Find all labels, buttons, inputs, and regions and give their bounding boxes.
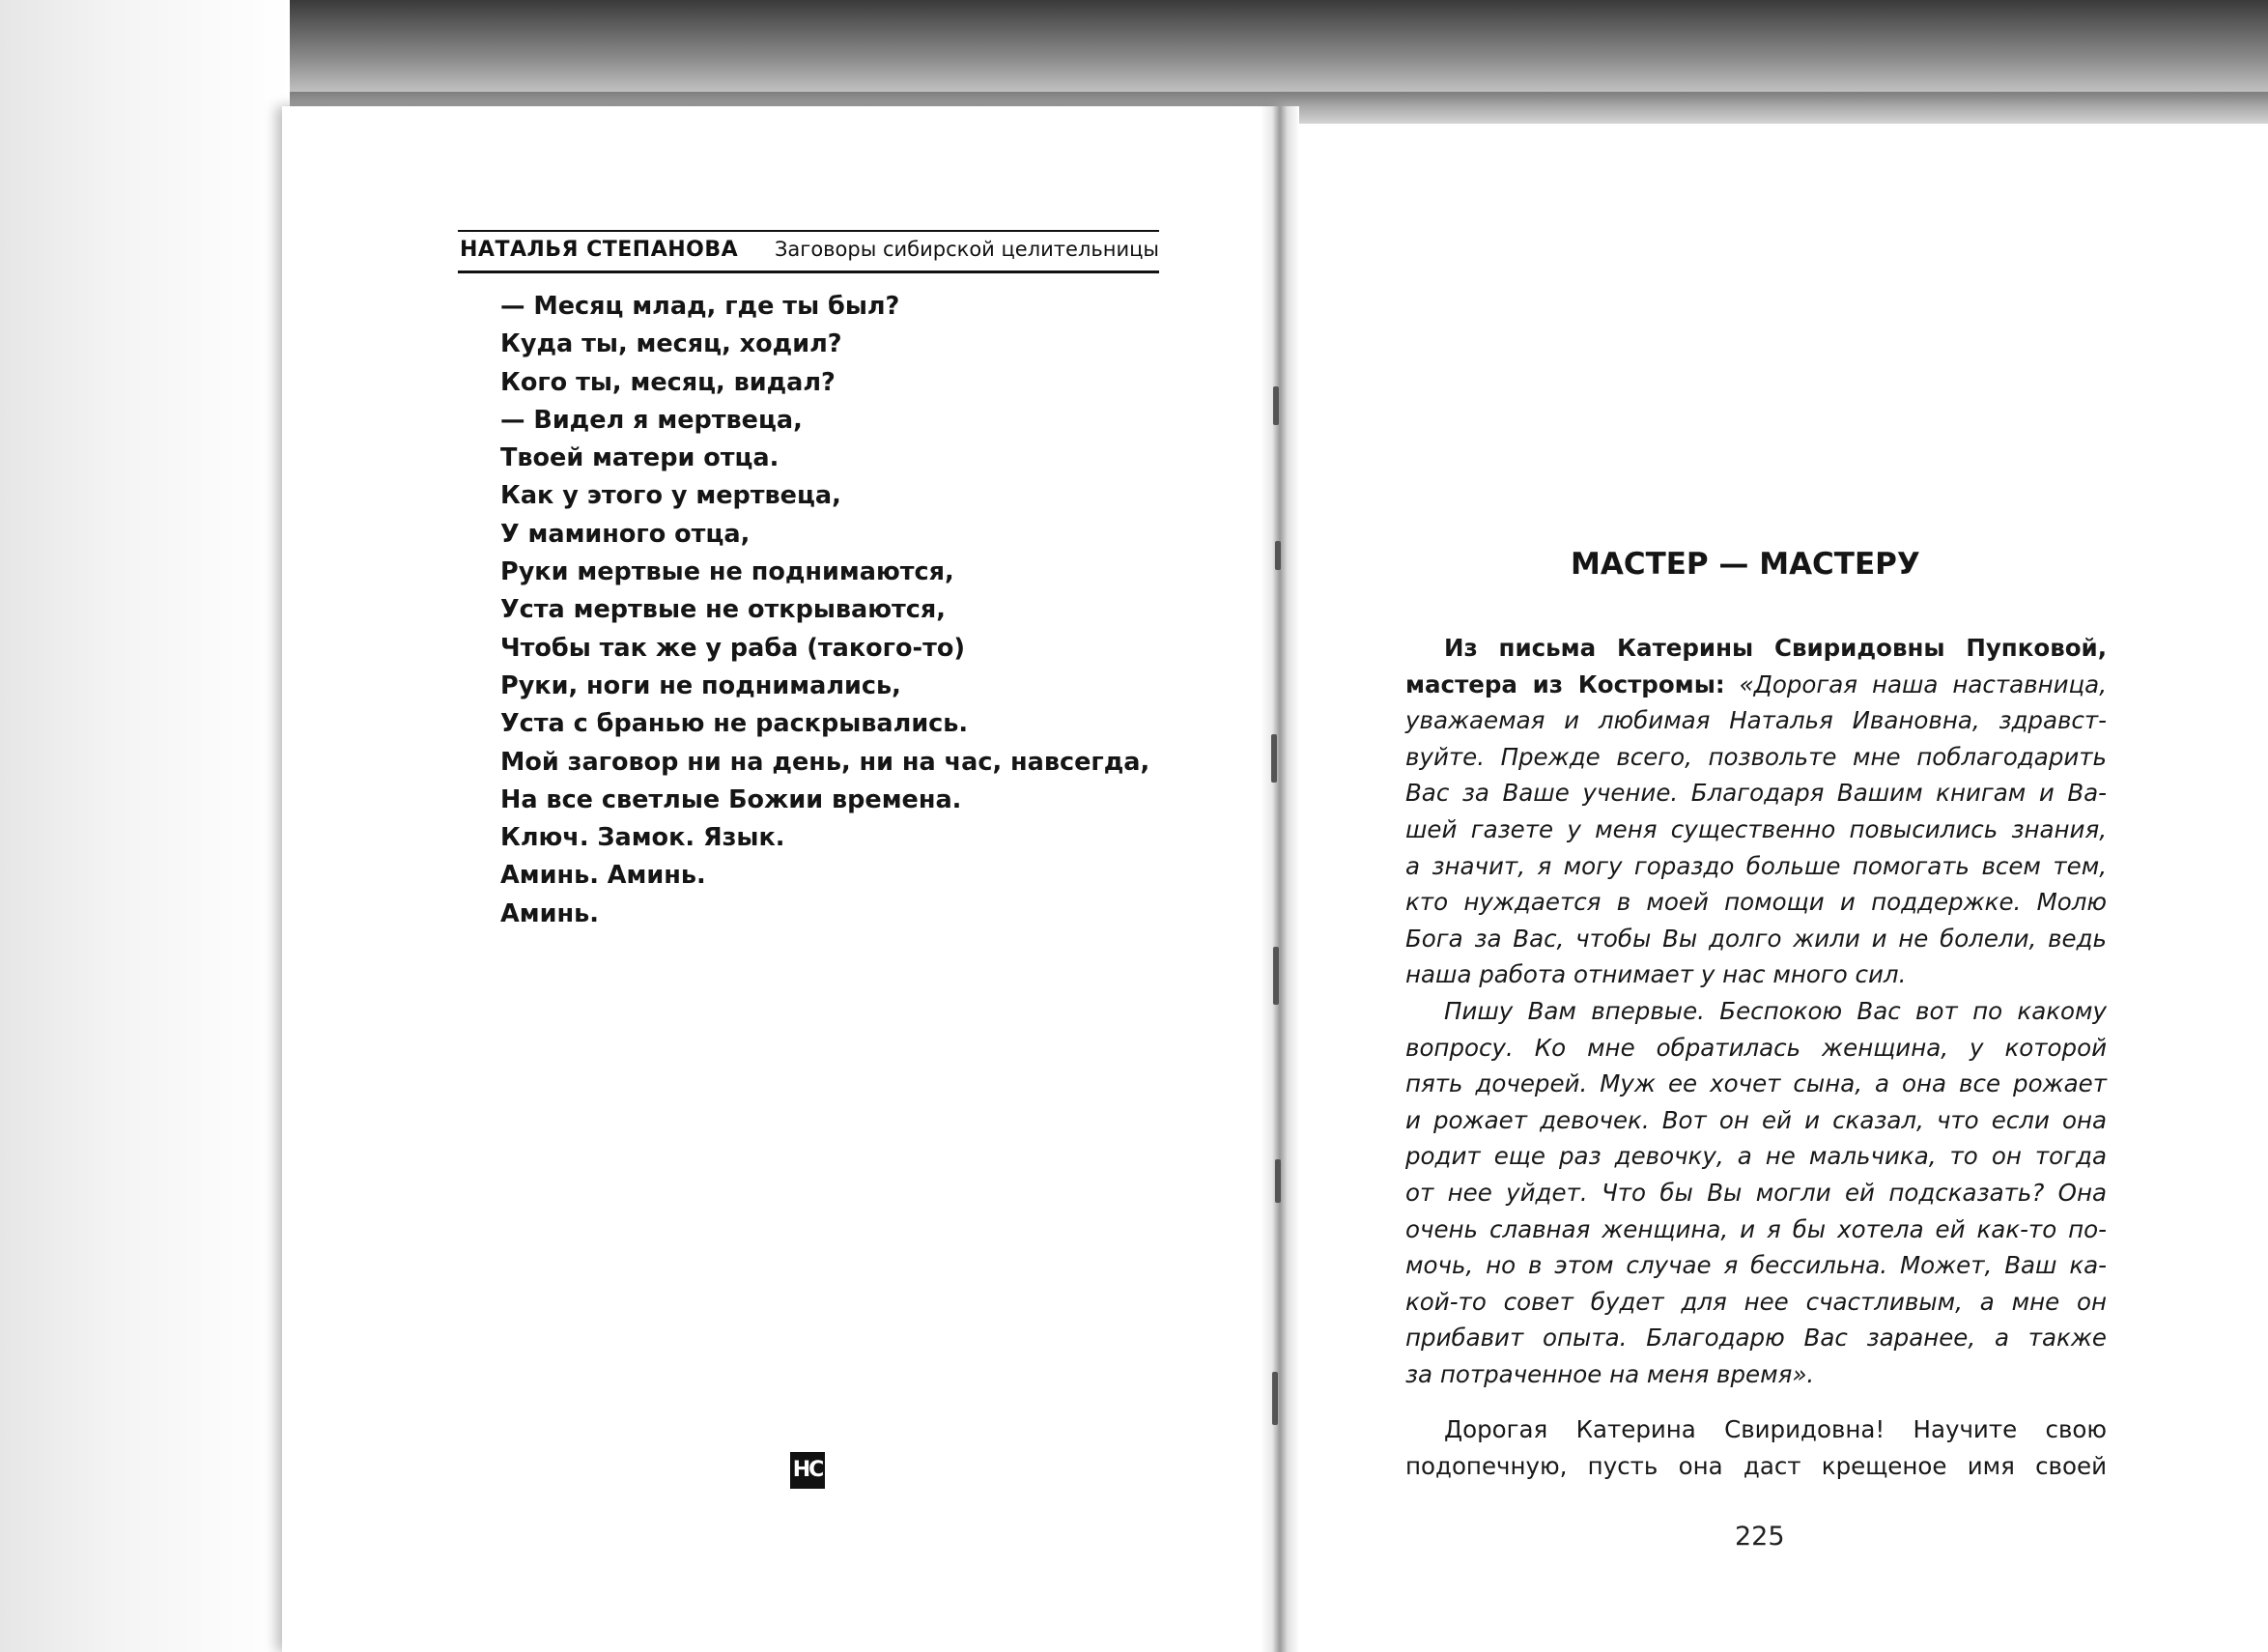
letter-line: и рожает девочек. Вот он ей и сказал, что если она: [1405, 1105, 2107, 1134]
letter-line: мочь, но в этом случае я бессильна. Может, Ваш ка-: [1405, 1251, 2107, 1280]
book-gutter: [1261, 106, 1299, 1652]
poem-line: На все светлые Божии времена.: [500, 784, 962, 814]
poem-line: Как у этого у мертвеца,: [500, 481, 841, 511]
poem-line: У маминого отца,: [500, 519, 751, 549]
letter-intro-source: мастера из Костромы:: [1405, 669, 1725, 698]
reply-line: подопечную, пусть она даст крещеное имя своей: [1405, 1452, 2107, 1481]
publisher-logo: НС: [790, 1452, 825, 1489]
letter-line: за потраченное на меня время».: [1405, 1359, 1815, 1388]
letter-intro-line-2: [1405, 667, 2107, 703]
poem-line: Аминь. Аминь.: [500, 861, 706, 891]
letter-line: вопросу. Ко мне обратилась женщина, у которой: [1405, 1033, 2107, 1062]
letter-line: наша работа отнимает у нас много сил.: [1405, 960, 1907, 989]
reply-line: Дорогая Катерина Свиридовна! Научите свою: [1444, 1415, 2107, 1444]
poem-line: — Видел я мертвеца,: [500, 405, 803, 435]
torn-edge-mark: [1272, 1372, 1278, 1425]
torn-edge-mark: [1275, 541, 1281, 570]
section-title: МАСТЕР — МАСТЕРУ: [1571, 547, 1920, 582]
letter-line: очень славная женщина, и я бы хотела ей как-то по-: [1405, 1214, 2107, 1243]
letter-line: «Дорогая наша наставница,: [1739, 669, 2107, 698]
letter-intro-line: Из письма Катерины Свиридовны Пупковой,: [1444, 634, 2107, 662]
poem-line: Руки, ноги не поднимались,: [500, 670, 901, 700]
incantation-poem: [500, 288, 1177, 933]
page-number: 225: [1735, 1522, 1785, 1552]
poem-line: Мой заговор ни на день, ни на час, навсегда,: [500, 747, 1150, 777]
letter-line: от нее уйдет. Что бы Вы могли ей подсказать? Она: [1405, 1178, 2107, 1207]
letter-line: кто нуждается в моей помощи и поддержке. Молю: [1405, 888, 2107, 917]
letter-line: Пишу Вам впервые. Беспокою Вас вот по какому: [1444, 996, 2107, 1025]
letter-line: Вас за Ваше учение. Благодаря Вашим книгам и Ва-: [1405, 779, 2107, 808]
header-author: НАТАЛЬЯ СТЕПАНОВА: [460, 238, 739, 262]
letter-line: родит еще раз девочку, а не мальчика, то он тогда: [1405, 1142, 2107, 1171]
torn-edge-mark: [1273, 947, 1279, 1005]
torn-edge-mark: [1275, 1159, 1281, 1203]
poem-line: Твоей матери отца.: [500, 443, 780, 473]
poem-line: Уста мертвые не открываются,: [500, 595, 946, 625]
paragraph-gap: [1405, 1392, 2107, 1411]
letter-line: вуйте. Прежде всего, позвольте мне поблагодарить: [1405, 742, 2107, 771]
letter-line: прибавит опыта. Благодарю Вас заранее, а также: [1405, 1324, 2107, 1353]
letter-line: кой-то совет будет для нее счастливым, а мне он: [1405, 1287, 2107, 1316]
letter-line: пять дочерей. Муж ее хочет сына, а она все рожает: [1405, 1069, 2107, 1098]
letter-line: Бога за Вас, чтобы Вы долго жили и не болели, ведь: [1405, 924, 2107, 953]
poem-line: Ключ. Замок. Язык.: [500, 823, 785, 853]
torn-edge-mark: [1273, 386, 1279, 425]
poem-line: Куда ты, месяц, ходил?: [500, 329, 842, 359]
poem-line: — Месяц млад, где ты был?: [500, 292, 900, 321]
letter-text: [1405, 630, 2107, 1485]
poem-line: Уста с бранью не раскрывались.: [500, 709, 969, 739]
poem-line: Чтобы так же у раба (такого-то): [500, 633, 966, 663]
letter-line: уважаемая и любимая Наталья Ивановна, здравст-: [1405, 706, 2107, 735]
torn-edge-mark: [1271, 734, 1277, 783]
poem-line: Руки мертвые не поднимаются,: [500, 557, 954, 587]
poem-line: Кого ты, месяц, видал?: [500, 367, 836, 397]
letter-line: шей газете у меня существенно повысились знания,: [1405, 814, 2107, 843]
poem-line: Аминь.: [500, 898, 599, 928]
letter-line: а значит, я могу гораздо больше помогать всем тем,: [1405, 851, 2107, 880]
running-header: [458, 230, 1159, 273]
header-book-title: Заговоры сибирской целительницы: [774, 238, 1159, 261]
scan-margin: [0, 0, 290, 1652]
